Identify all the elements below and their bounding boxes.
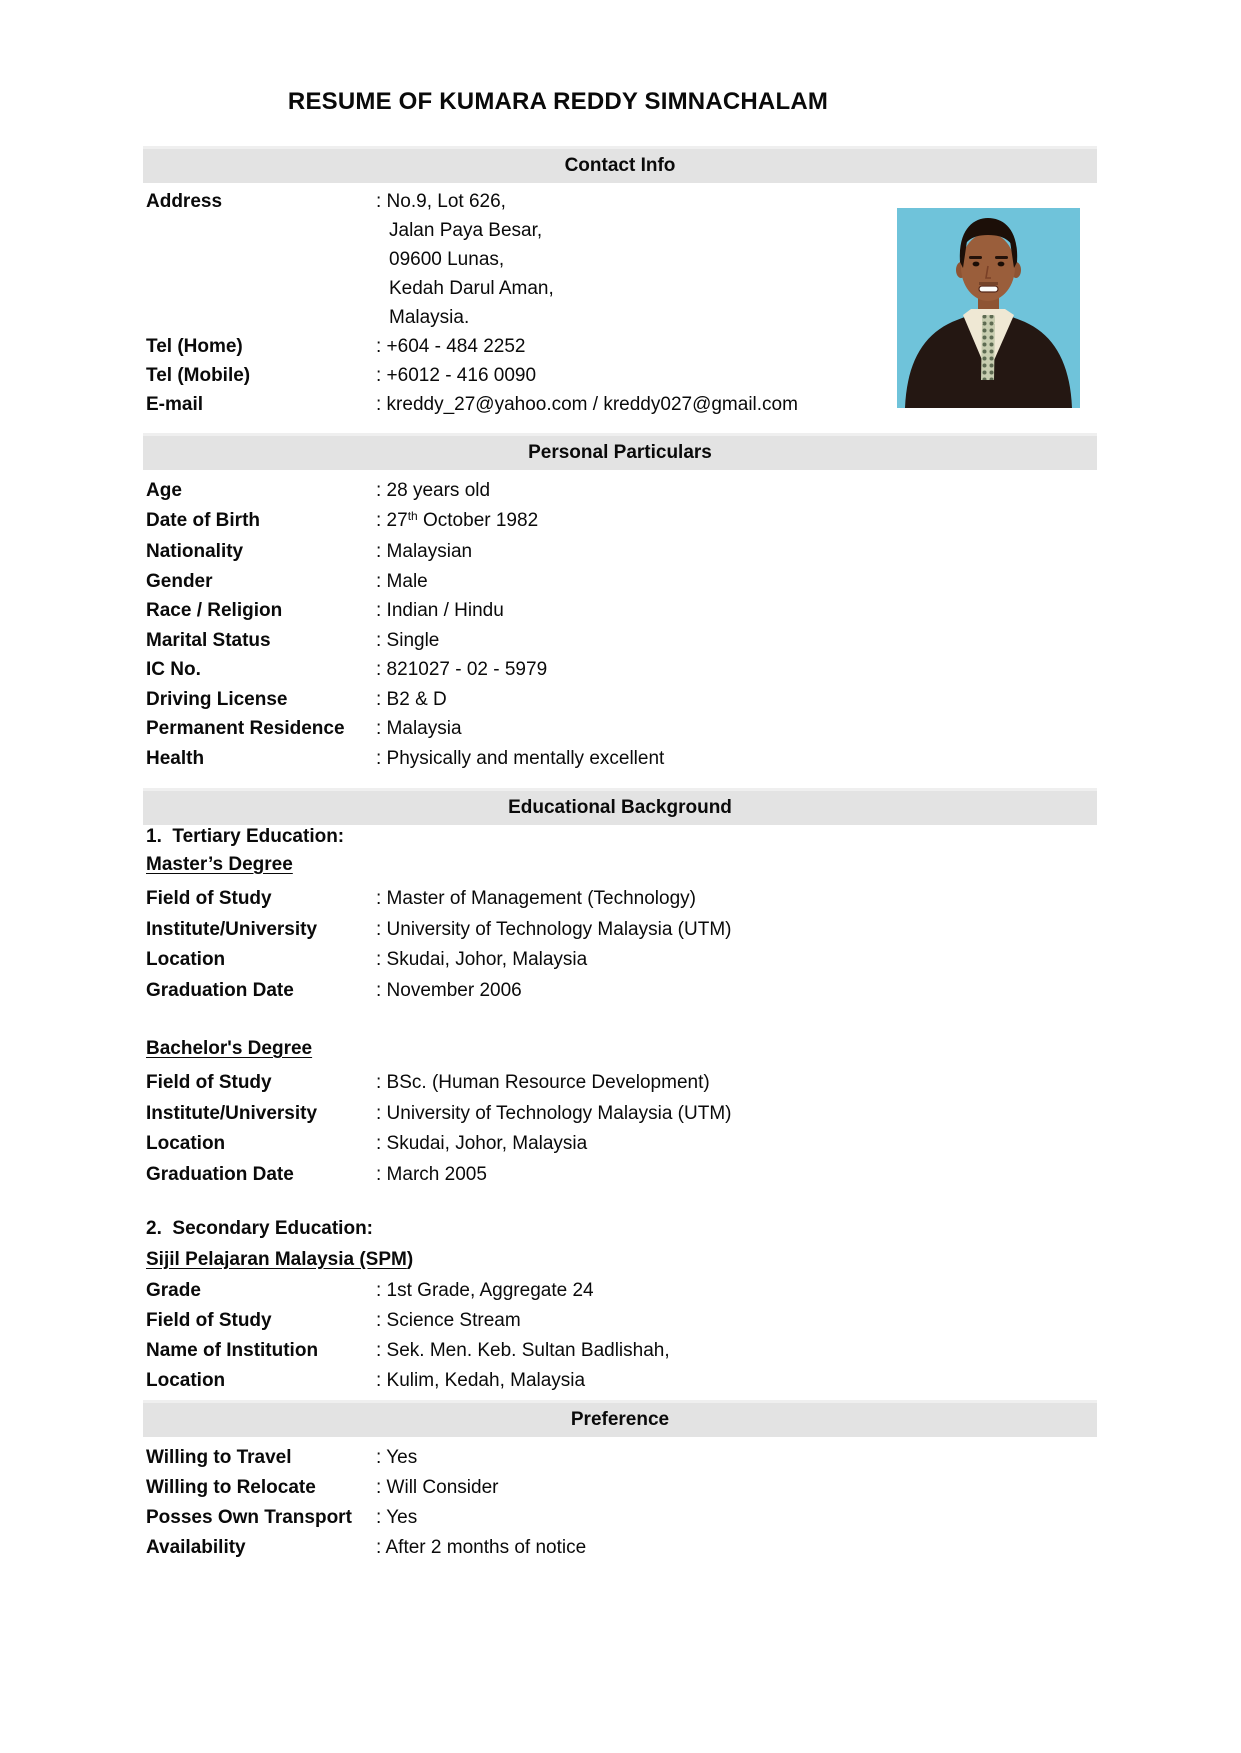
field-value: : After 2 months of notice xyxy=(376,1537,587,1558)
tertiary-education-heading: 1. Tertiary Education: xyxy=(146,826,345,847)
contact-rows xyxy=(146,187,798,419)
field-value: Kedah Darul Aman, xyxy=(389,278,554,299)
field-label: Race / Religion xyxy=(146,600,283,621)
row-spm-institution xyxy=(146,1336,670,1366)
applicant-photo xyxy=(897,208,1080,408)
row-spm-grade xyxy=(146,1276,670,1306)
field-label: Driving License xyxy=(146,688,288,710)
page-title: RESUME OF KUMARA REDDY SIMNACHALAM xyxy=(287,88,829,115)
field-label: IC No. xyxy=(146,659,201,680)
field-value: : B2 & D xyxy=(376,688,447,710)
row-spm-field xyxy=(146,1306,670,1336)
field-value: : Sek. Men. Keb. Sultan Badlishah, xyxy=(376,1340,670,1361)
section-header-personal-label: Personal Particulars xyxy=(528,442,712,463)
field-label: Location xyxy=(146,949,226,970)
eyebrow-left xyxy=(969,256,982,259)
row-driving-license xyxy=(146,685,664,715)
row-address xyxy=(146,187,798,216)
tie-knot xyxy=(982,315,995,324)
field-label: Institute/University xyxy=(146,918,318,940)
field-label: Location xyxy=(146,1133,226,1154)
eye-right xyxy=(998,262,1005,267)
eye-left xyxy=(973,262,980,267)
row-marital-status xyxy=(146,626,664,656)
field-value: : Male xyxy=(376,570,428,592)
field-label: Tel (Home) xyxy=(146,336,243,357)
field-label-spacer xyxy=(146,274,376,303)
masters-degree-heading: Master’s Degree xyxy=(146,854,293,875)
row-permanent-residence xyxy=(146,714,664,744)
spm-rows xyxy=(146,1276,670,1396)
row-own-transport xyxy=(146,1503,586,1533)
section-header-education xyxy=(143,788,1097,825)
field-value: Malaysia. xyxy=(389,307,470,328)
field-value: : Skudai, Johor, Malaysia xyxy=(376,949,588,970)
row-health xyxy=(146,744,664,774)
bachelors-degree-heading: Bachelor's Degree xyxy=(146,1038,313,1059)
secondary-education-heading: 2. Secondary Education: xyxy=(146,1218,373,1239)
field-value: : BSc. (Human Resource Development) xyxy=(376,1072,710,1093)
field-value: : Malaysian xyxy=(376,541,473,562)
row-address-line xyxy=(146,303,798,332)
field-value: : University of Technology Malaysia (UTM) xyxy=(376,1102,732,1124)
field-value: : Indian / Hindu xyxy=(376,600,504,621)
field-label: Availability xyxy=(146,1537,246,1558)
ordinal-suffix: th xyxy=(407,508,418,523)
field-value: : 1st Grade, Aggregate 24 xyxy=(376,1280,594,1301)
section-header-preference xyxy=(143,1400,1097,1437)
field-value: : March 2005 xyxy=(376,1163,487,1185)
field-value: : Yes xyxy=(376,1447,418,1468)
field-value: : 821027 - 02 - 5979 xyxy=(376,659,548,680)
field-value: : 27th October 1982 xyxy=(376,508,539,531)
row-bachelors-graduation xyxy=(146,1160,731,1191)
field-label: Tel (Mobile) xyxy=(146,365,251,386)
portrait-photo-graphic xyxy=(897,208,1080,408)
bachelors-rows xyxy=(146,1068,731,1190)
row-willing-to-travel xyxy=(146,1443,586,1473)
field-value: : November 2006 xyxy=(376,979,522,1001)
field-value: : +604 - 484 2252 xyxy=(376,336,526,357)
row-address-line xyxy=(146,245,798,274)
section-header-education-label: Educational Background xyxy=(508,797,732,818)
row-masters-location xyxy=(146,945,731,976)
field-label: Nationality xyxy=(146,541,244,562)
section-header-preference-label: Preference xyxy=(570,1409,670,1430)
row-address-line xyxy=(146,274,798,303)
field-value: : Master of Management (Technology) xyxy=(376,888,696,909)
row-gender xyxy=(146,567,664,597)
row-bachelors-location xyxy=(146,1129,731,1160)
field-label: Age xyxy=(146,480,182,501)
mustache xyxy=(979,282,998,285)
field-label: Posses Own Transport xyxy=(146,1507,352,1528)
section-header-personal xyxy=(143,433,1097,470)
field-label: Field of Study xyxy=(146,1310,272,1331)
field-label: Institute/University xyxy=(146,1102,318,1124)
row-masters-field xyxy=(146,884,731,915)
field-label: Willing to Travel xyxy=(146,1447,292,1468)
personal-rows xyxy=(146,476,664,773)
spm-heading: Sijil Pelajaran Malaysia (SPM) xyxy=(146,1249,414,1270)
field-value: : Malaysia xyxy=(376,718,462,739)
field-label-spacer xyxy=(146,303,376,332)
eyebrow-right xyxy=(995,256,1008,259)
field-value: : Kulim, Kedah, Malaysia xyxy=(376,1370,586,1391)
field-value: 09600 Lunas, xyxy=(389,249,505,270)
field-label: Willing to Relocate xyxy=(146,1477,316,1498)
field-label-spacer xyxy=(146,245,376,274)
section-header-contact xyxy=(143,146,1097,183)
field-value: : University of Technology Malaysia (UTM) xyxy=(376,918,732,940)
field-label: Field of Study xyxy=(146,888,272,909)
field-label-spacer xyxy=(146,216,376,245)
row-date-of-birth xyxy=(146,506,664,538)
field-label: Health xyxy=(146,747,205,769)
field-value: : Single xyxy=(376,629,440,651)
field-value: : Will Consider xyxy=(376,1477,499,1498)
mouth xyxy=(979,286,998,292)
row-bachelors-field xyxy=(146,1068,731,1099)
field-value: : 28 years old xyxy=(376,480,491,501)
row-willing-to-relocate xyxy=(146,1473,586,1503)
row-masters-institute xyxy=(146,915,731,946)
field-label: Graduation Date xyxy=(146,979,294,1001)
row-bachelors-institute xyxy=(146,1099,731,1130)
row-email xyxy=(146,390,798,419)
field-label: Date of Birth xyxy=(146,509,260,531)
field-value: : No.9, Lot 626, xyxy=(376,191,506,212)
field-label: Address xyxy=(146,191,223,212)
field-value: : Yes xyxy=(376,1507,418,1528)
field-label: Permanent Residence xyxy=(146,718,345,739)
row-nationality xyxy=(146,537,664,567)
row-masters-graduation xyxy=(146,976,731,1007)
field-value: : +6012 - 416 0090 xyxy=(376,365,537,386)
row-race-religion xyxy=(146,596,664,626)
row-tel-mobile xyxy=(146,361,798,390)
field-label: Gender xyxy=(146,570,213,592)
field-value: : Science Stream xyxy=(376,1310,521,1331)
field-label: Marital Status xyxy=(146,629,271,651)
field-value: : Physically and mentally excellent xyxy=(376,747,665,769)
row-address-line xyxy=(146,216,798,245)
field-label: Grade xyxy=(146,1280,201,1301)
tie xyxy=(981,324,995,380)
field-value: Jalan Paya Besar, xyxy=(389,220,543,241)
row-ic-no xyxy=(146,655,664,685)
row-availability xyxy=(146,1533,586,1563)
field-label: Graduation Date xyxy=(146,1163,294,1185)
field-label: Location xyxy=(146,1370,226,1391)
field-label: Name of Institution xyxy=(146,1340,319,1361)
row-spm-location xyxy=(146,1366,670,1396)
field-value: : kreddy_27@yahoo.com / kreddy027@gmail.com xyxy=(376,394,798,415)
preference-rows xyxy=(146,1443,586,1563)
row-tel-home xyxy=(146,332,798,361)
row-age xyxy=(146,476,664,506)
field-label: E-mail xyxy=(146,394,204,415)
field-label: Field of Study xyxy=(146,1072,272,1093)
section-header-contact-label: Contact Info xyxy=(564,155,676,176)
field-value: : Skudai, Johor, Malaysia xyxy=(376,1133,588,1154)
masters-rows xyxy=(146,884,731,1006)
